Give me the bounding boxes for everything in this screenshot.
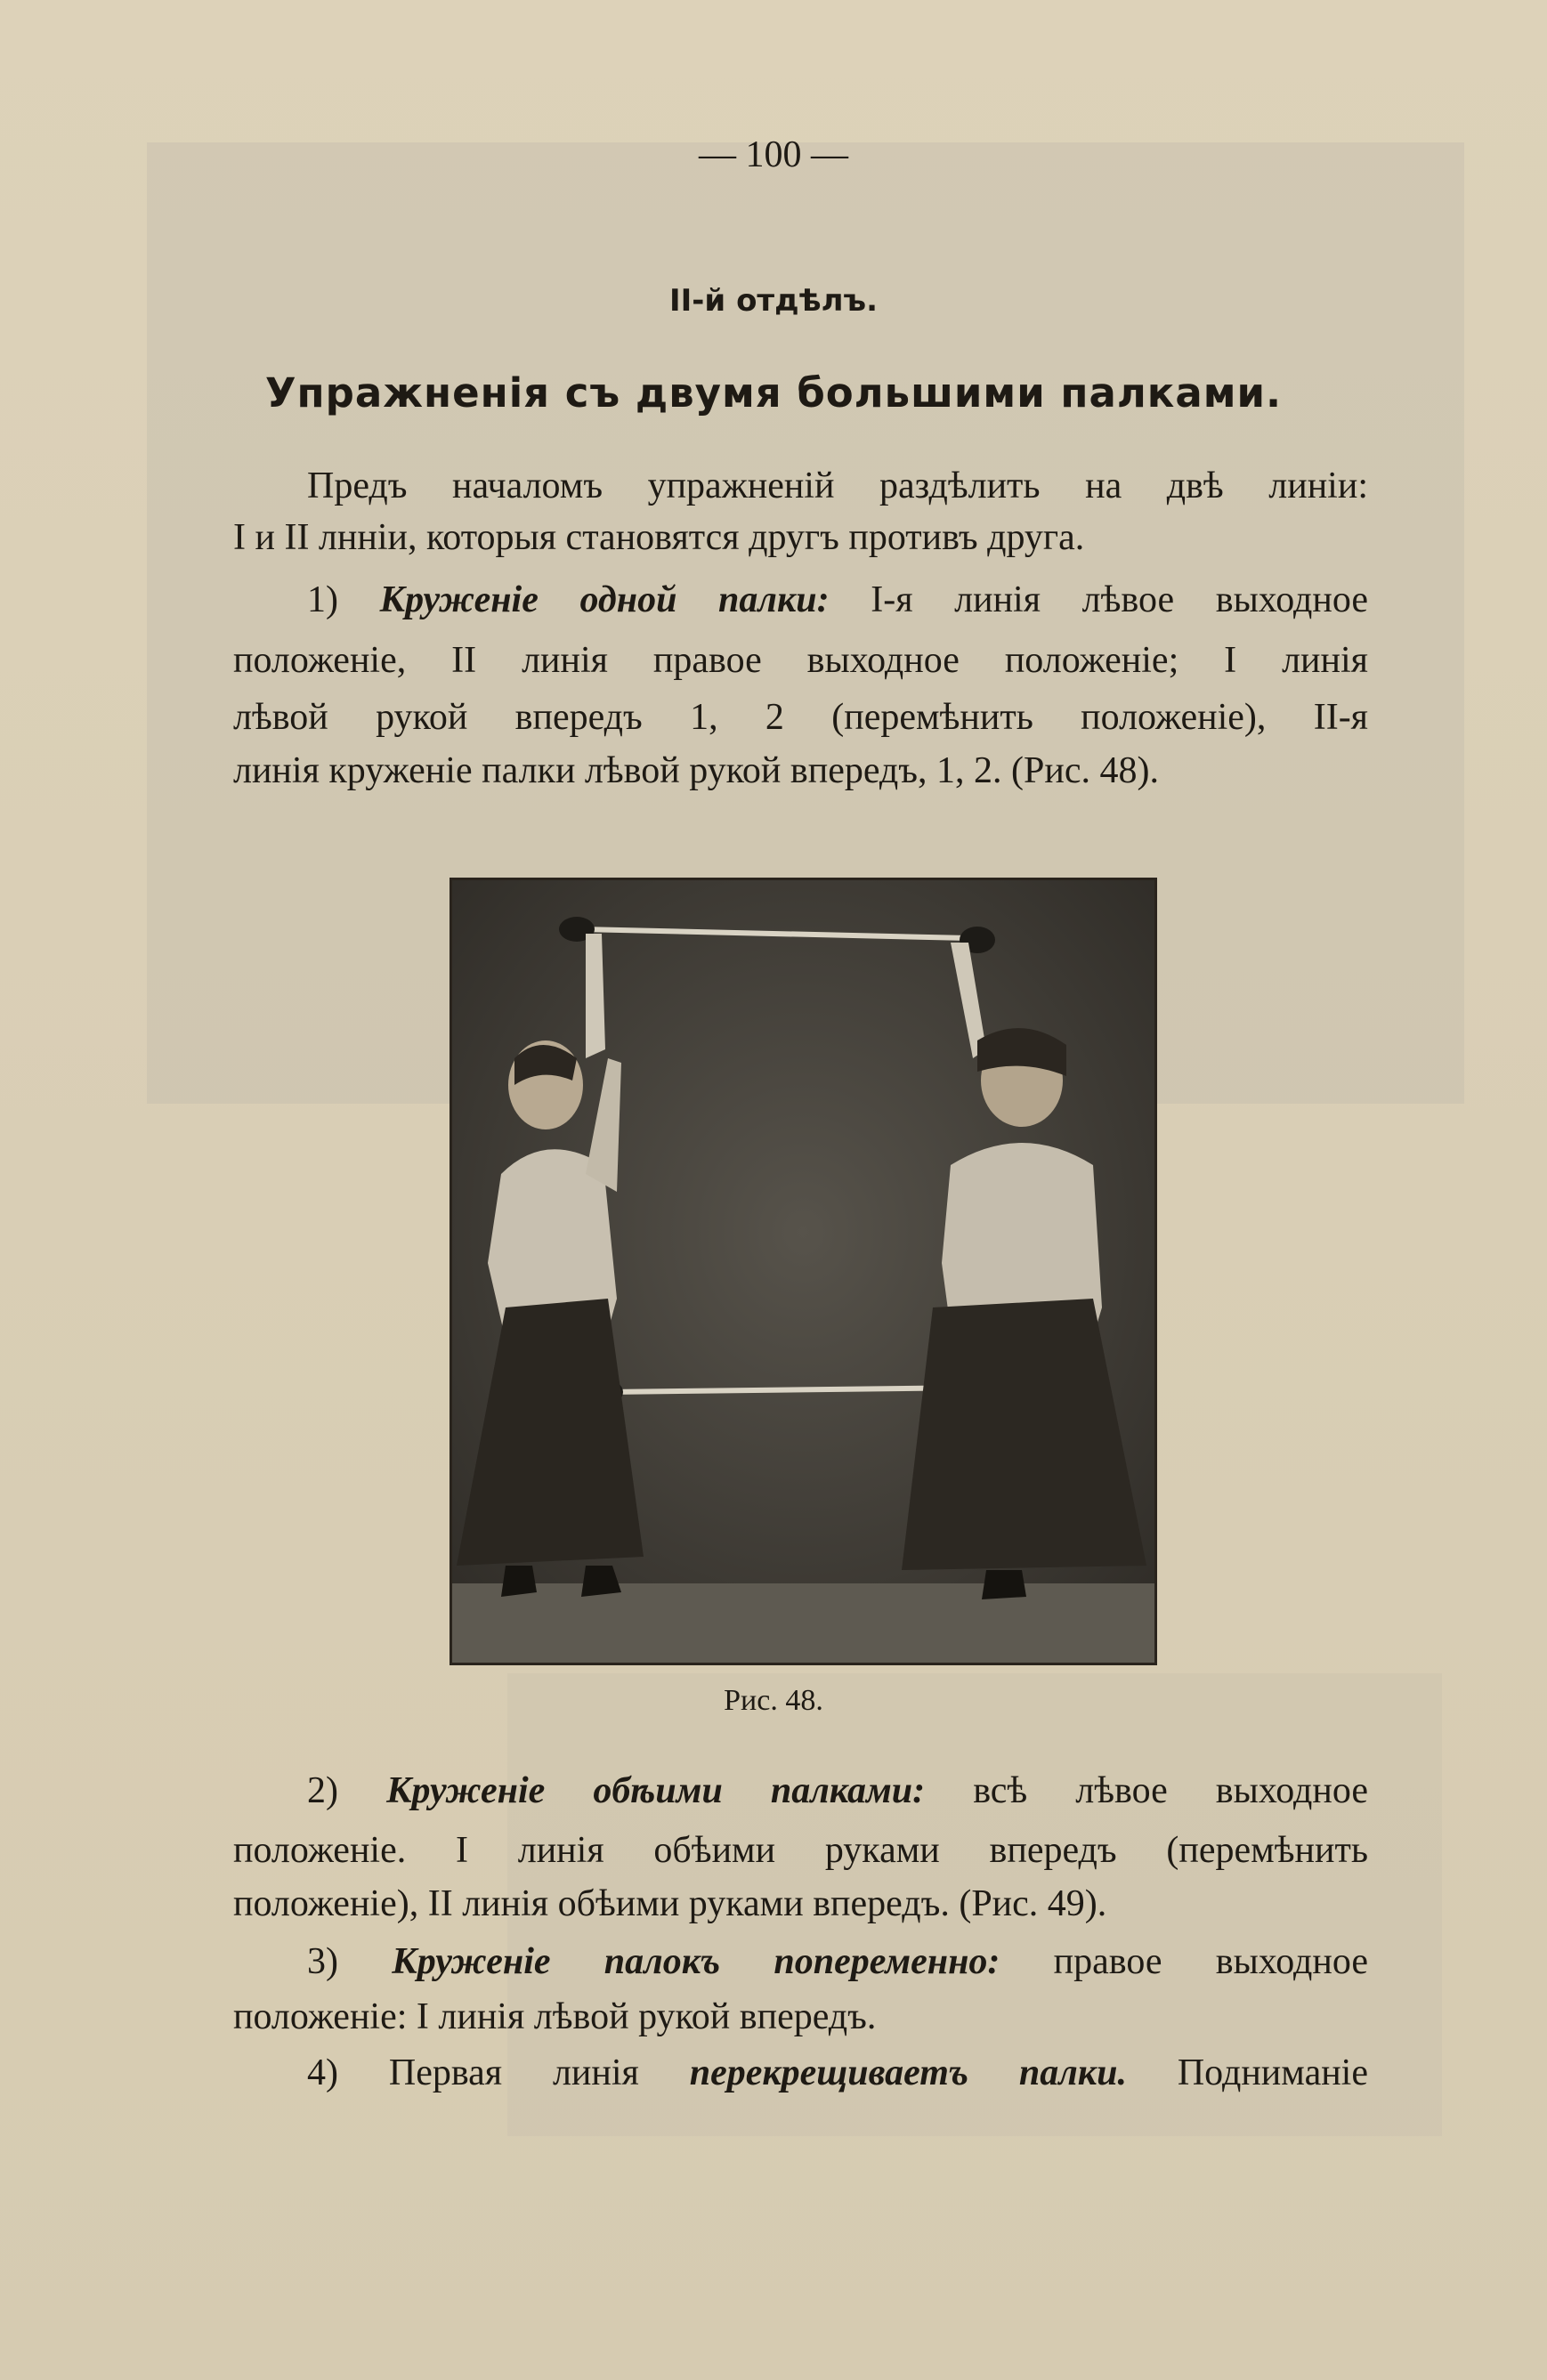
p3-line-2: положеніе: I линія лѣвой рукой впередъ.	[233, 1996, 877, 2037]
p2-line-1	[307, 1769, 1368, 1812]
figure-caption: Рис. 48.	[724, 1684, 823, 1717]
p1-line-3: лѣвой рукой впередъ 1, 2 (перемѣнить положеніе), II-я	[233, 697, 1368, 738]
p2-line-2: положеніе. I линія обѣими руками впередъ (перемѣнить	[233, 1830, 1368, 1871]
p1-number: 1)	[307, 579, 338, 620]
intro-line-2: I и II лнніи, которыя становятся другъ противъ друга.	[233, 517, 1085, 558]
p2-number: 2)	[307, 1770, 338, 1811]
p4-number: 4)	[307, 2052, 338, 2093]
p1-text-1: I-я линія лѣвое выходное	[871, 579, 1368, 620]
p3-number: 3)	[307, 1941, 338, 1982]
p1-line-2: положеніе, II линія правое выходное положеніе; I линія	[233, 640, 1368, 681]
p2-line-3: положеніе), II линія обѣими руками впередъ. (Рис. 49).	[233, 1883, 1107, 1924]
photo-illustration	[452, 880, 1154, 1663]
p3-text-1: правое выходное	[1053, 1941, 1369, 1982]
page-number: — 100 —	[699, 134, 848, 175]
p1-line-1	[307, 579, 1368, 621]
p4-line-1	[307, 2052, 1368, 2094]
p2-text-1: всѣ лѣвое выходное	[973, 1770, 1369, 1811]
figure-48-photo	[450, 878, 1157, 1665]
p3-line-1	[307, 1940, 1368, 1983]
section-heading: II-й отдѣлъ.	[669, 283, 878, 319]
p3-italic: Круженіе палокъ попеременно:	[392, 1941, 1000, 1982]
p1-line-4: линія круженіе палки лѣвой рукой впередъ, 1, 2. (Рис. 48).	[233, 750, 1159, 791]
p1-italic: Круженіе одной палки:	[379, 579, 830, 620]
p4-tail: Подниманіе	[1177, 2052, 1368, 2093]
p4-italic: перекрещиваетъ палки.	[689, 2052, 1127, 2093]
page-title: Упражненія съ двумя большими палками.	[264, 369, 1283, 417]
p2-italic: Круженіе обѣими палками:	[386, 1770, 926, 1811]
p4-lead: Первая линія	[388, 2052, 639, 2093]
intro-line-1: Предъ началомъ упражненій раздѣлить на двѣ линіи:	[307, 465, 1368, 506]
